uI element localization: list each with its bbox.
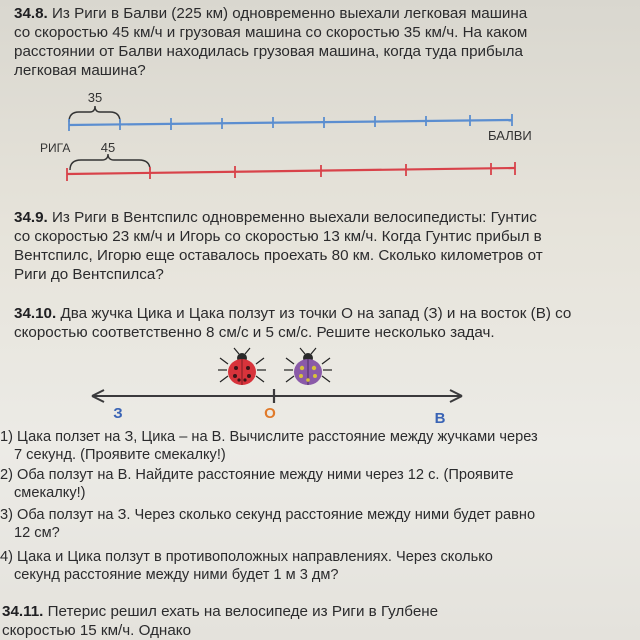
label-35: 35 xyxy=(87,90,103,105)
task-3-line2: 12 см? xyxy=(14,525,60,541)
problem-text: Петерис решил ехать на велосипеде из Риги в Гулбене xyxy=(47,603,439,620)
purple-beetle-icon xyxy=(284,348,332,385)
problem-34-11-line2: скоростью 15 км/ч. Однако xyxy=(2,622,192,639)
problem-34-9-line1 xyxy=(14,208,630,227)
beetle-axis-diagram xyxy=(0,346,640,426)
task-1-line1: 1) Цака ползет на З, Цика – на В. Вычислите расстояние между жучками через xyxy=(0,429,538,445)
problem-number: 34.11. xyxy=(2,603,44,620)
problem-number: 34.8. xyxy=(14,5,48,22)
label-west: З xyxy=(113,405,123,422)
problem-34-9-line4: Риги до Вентспилса? xyxy=(14,266,164,283)
problem-34-9-line2: со скоростью 23 км/ч и Игорь со скоростью 13 км/ч. Когда Гунтис прибыл в xyxy=(14,228,542,245)
problem-number: 34.10. xyxy=(14,305,57,322)
task-2 xyxy=(0,466,630,502)
label-east: В xyxy=(434,410,446,426)
task-4-line2: секунд расстояние между ними будет 1 м 3 дм? xyxy=(14,567,339,583)
distance-diagram xyxy=(0,88,640,198)
label-origin: O xyxy=(264,405,276,422)
brace-45 xyxy=(70,154,150,170)
problem-34-8 xyxy=(14,4,630,80)
red-line xyxy=(67,168,515,174)
brace-35 xyxy=(69,106,120,122)
problem-text: Из Риги в Вентспилс одновременно выехали велосипедисты: Гунтис xyxy=(52,209,537,226)
problem-34-9 xyxy=(14,208,630,284)
task-3-line1: 3) Оба ползут на З. Через сколько секунд расстояние между ними будет равно xyxy=(0,507,536,523)
problem-34-10-line1 xyxy=(14,304,630,323)
label-45: 45 xyxy=(100,140,116,155)
problem-34-11-line1 xyxy=(2,602,618,621)
task-1-line2: 7 секунд. (Проявите смекалку!) xyxy=(14,447,226,463)
task-3 xyxy=(0,506,630,542)
task-4-line1: 4) Цака и Цика ползут в противоположных направлениях. Через сколько xyxy=(0,549,493,565)
task-1 xyxy=(0,428,630,464)
problem-34-10-line2: скоростью соответственно 8 см/с и 5 см/с. Решите несколько задач. xyxy=(14,324,495,341)
problem-34-8-line4: легковая машина? xyxy=(14,62,146,79)
task-4 xyxy=(0,548,630,584)
problem-34-10 xyxy=(14,304,630,342)
label-balvi: БАЛВИ xyxy=(488,128,532,143)
problem-34-9-line3: Вентспилс, Игорю еще оставалось проехать 80 км. Сколько километров от xyxy=(14,247,543,264)
task-2-line1: 2) Оба ползут на В. Найдите расстояние между ними через 12 с. (Проявите xyxy=(0,467,514,483)
problem-34-8-line1 xyxy=(14,4,630,23)
problem-34-8-line2: со скоростью 45 км/ч и грузовая машина со скоростью 35 км/ч. На каком xyxy=(14,24,528,41)
problem-number: 34.9. xyxy=(14,209,48,226)
problem-34-8-line3: расстоянии от Балви находилась грузовая машина, когда туда прибыла xyxy=(14,43,523,60)
task-2-line2: смекалку!) xyxy=(14,485,86,501)
label-riga: РИГА xyxy=(40,141,71,155)
problem-34-11 xyxy=(2,602,618,640)
problem-text: Из Риги в Балви (225 км) одновременно выехали легковая машина xyxy=(52,5,528,22)
red-ladybug-icon xyxy=(218,348,266,385)
problem-text: Два жучка Цика и Цака ползут из точки O на запад (З) и на восток (В) со xyxy=(60,305,572,322)
blue-line xyxy=(69,120,512,125)
